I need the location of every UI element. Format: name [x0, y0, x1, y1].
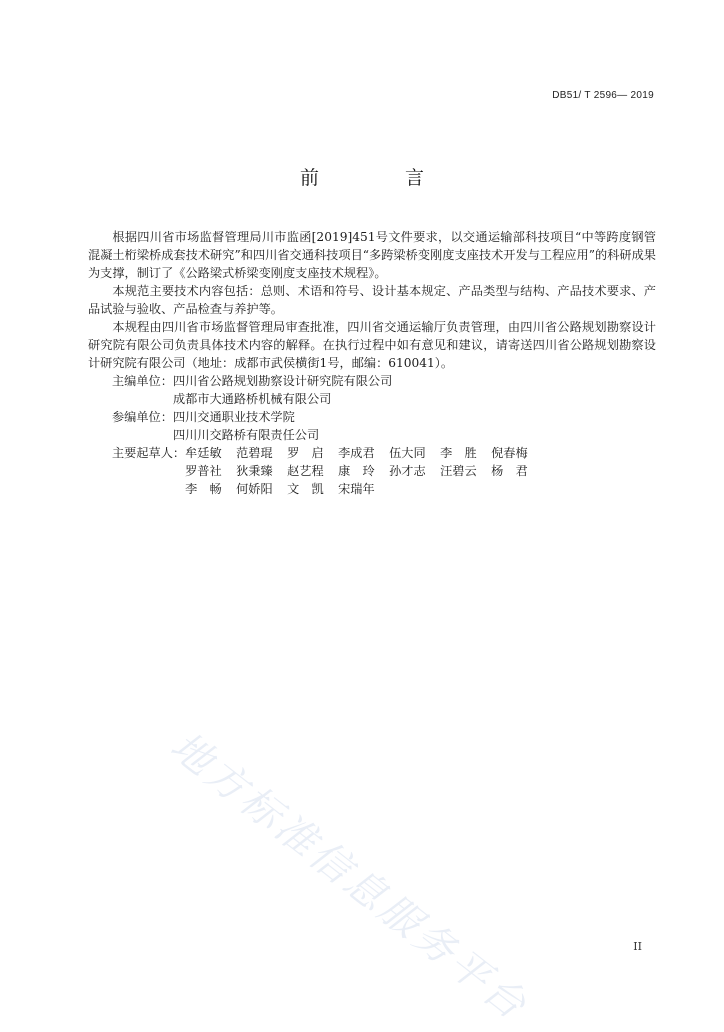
drafter-name: 杨 君 [491, 464, 528, 478]
drafter-name: 孙才志 [389, 464, 426, 478]
drafter-name: 李 胜 [440, 446, 477, 460]
watermark: 地方标准信息服务平台 [161, 723, 537, 1031]
participating-unit: 四川交通职业技术学院 [172, 410, 295, 424]
drafter-name: 宋瑞年 [338, 482, 375, 496]
drafter-name: 赵艺程 [287, 464, 324, 478]
drafter-name: 罗 启 [287, 446, 324, 460]
chief-units [88, 372, 656, 408]
drafter-name: 文 凯 [287, 482, 324, 496]
chief-unit: 成都市大通路桥机械有限公司 [172, 392, 332, 406]
document-code: DB51/ T 2596— 2019 [552, 90, 654, 101]
page-title: 前 言 [299, 167, 465, 189]
page-number: II [633, 940, 642, 953]
drafters-label: 主要起草人： [112, 446, 186, 460]
drafter-name: 范碧琨 [236, 446, 273, 460]
chief-units-label: 主编单位： [112, 374, 173, 388]
drafter-name: 汪碧云 [440, 464, 477, 478]
drafter-name: 罗普社 [185, 464, 222, 478]
document-body [88, 228, 656, 498]
drafter-name: 李成君 [338, 446, 375, 460]
drafter-name: 伍大同 [389, 446, 426, 460]
drafter-name: 康 玲 [338, 464, 375, 478]
paragraph: 本规程由四川省市场监督管理局审查批准，四川省交通运输厅负责管理，由四川省公路规划勘察设计研究院有限公司负责具体技术内容的解释。在执行过程中如有意见和建议，请寄送四川省公路规划勘察设计研究院有限公司（地址：成都市武侯横街1号，邮编：610041）。 [88, 320, 656, 370]
participating-units-label: 参编单位： [112, 410, 173, 424]
drafter-name: 李 畅 [185, 482, 222, 496]
drafter-name: 何娇阳 [236, 482, 273, 496]
participating-unit: 四川川交路桥有限责任公司 [172, 428, 320, 442]
drafters [88, 444, 656, 498]
chief-unit: 四川省公路规划勘察设计研究院有限公司 [172, 374, 393, 388]
paragraph: 根据四川省市场监督管理局川市监函[2019]451号文件要求，以交通运输部科技项目“中等跨度钢管混凝土桁梁桥成套技术研究”和四川省交通科技项目“多跨梁桥变刚度支座技术开发与工程应用”的科研成果为支撑，制订了《公路梁式桥梁变刚度支座技术规程》。 [88, 230, 656, 280]
drafter-name: 狄秉臻 [236, 464, 273, 478]
drafter-name: 牟廷敏 [185, 446, 222, 460]
paragraph: 本规范主要技术内容包括：总则、术语和符号、设计基本规定、产品类型与结构、产品技术要求、产品试验与验收、产品检查与养护等。 [88, 284, 656, 316]
participating-units [88, 408, 656, 444]
drafter-name: 倪春梅 [491, 446, 528, 460]
drafter-list [185, 444, 542, 498]
